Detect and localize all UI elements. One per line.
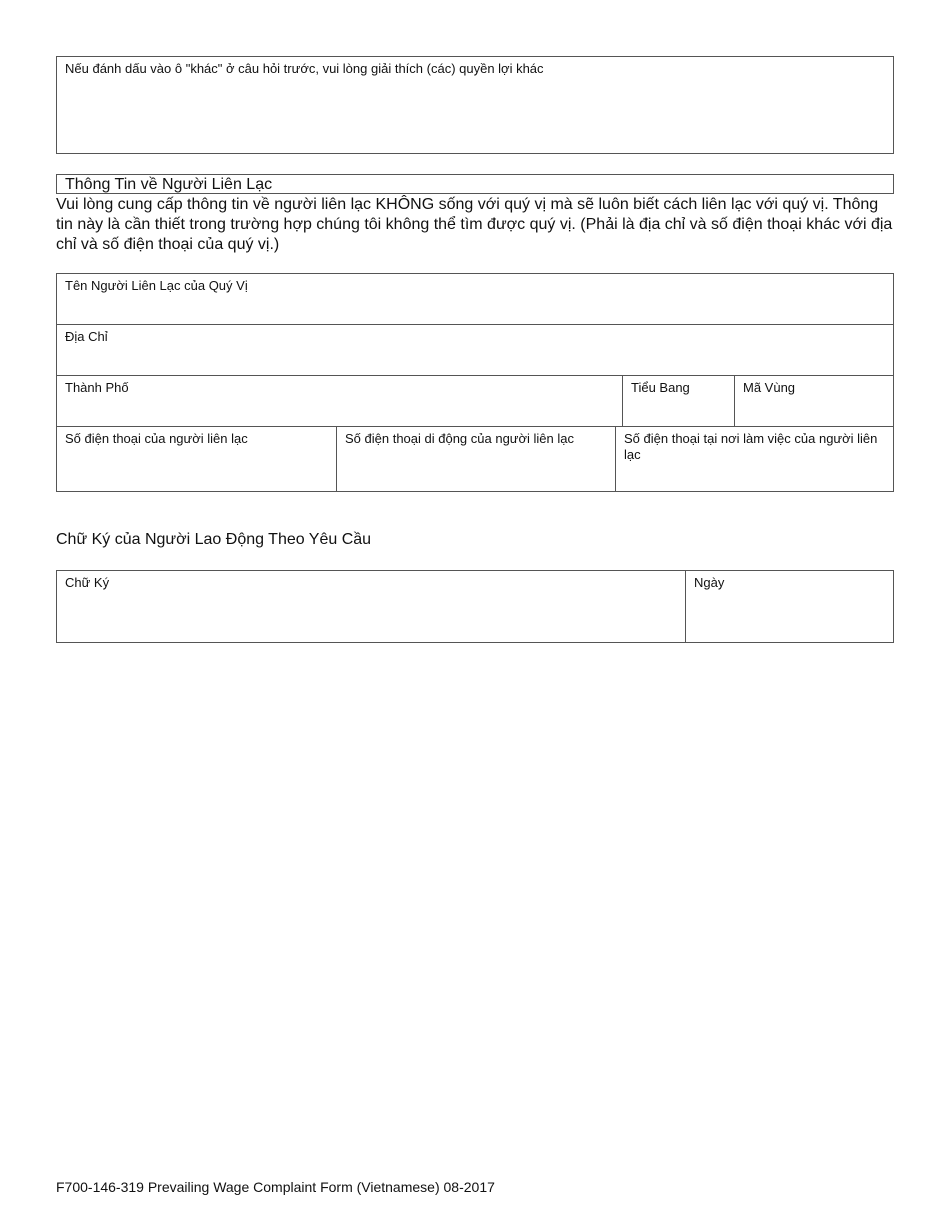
contact-address-label: Địa Chỉ: [65, 329, 108, 344]
signature-section-title: Chữ Ký của Người Lao Động Theo Yêu Cầu: [56, 531, 372, 548]
form-footer-id: F700-146-319 Prevailing Wage Complaint Form (Vietnamese) 08-2017: [56, 1179, 495, 1195]
contact-name-field[interactable]: [57, 274, 893, 325]
other-benefits-explanation-field[interactable]: [56, 56, 894, 154]
contact-state-label: Tiểu Bang: [631, 380, 690, 395]
date-field[interactable]: [685, 571, 893, 642]
contact-city-state-zip-row: [57, 376, 893, 427]
other-benefits-label: Nếu đánh dấu vào ô "khác" ở câu hỏi trước, vui lòng giải thích (các) quyền lợi khác: [65, 61, 544, 76]
contact-work-phone-label: Số điện thoại tại nơi làm việc của người liên lạc: [624, 431, 878, 462]
contact-zip-field[interactable]: [734, 376, 893, 426]
contact-section-header: Thông Tin về Người Liên Lạc: [56, 174, 894, 194]
date-label: Ngày: [694, 575, 725, 590]
contact-mobile-field[interactable]: [336, 427, 615, 491]
contact-state-field[interactable]: [622, 376, 734, 426]
contact-city-field[interactable]: [57, 376, 622, 426]
contact-phone-label: Số điện thoại của người liên lạc: [65, 431, 248, 446]
contact-zip-label: Mã Vùng: [743, 380, 796, 395]
signature-table: [56, 570, 894, 643]
contact-work-phone-field[interactable]: [615, 427, 893, 491]
signature-field[interactable]: [57, 571, 685, 642]
contact-phone-field[interactable]: [57, 427, 336, 491]
contact-mobile-label: Số điện thoại di động của người liên lạc: [345, 431, 574, 446]
contact-info-table: [56, 273, 894, 492]
contact-phones-row: [57, 427, 893, 491]
contact-city-label: Thành Phố: [65, 380, 129, 395]
signature-label: Chữ Ký: [65, 575, 110, 590]
contact-address-field[interactable]: [57, 325, 893, 376]
contact-instructions: Vui lòng cung cấp thông tin về người liên lạc KHÔNG sống với quý vị mà sẽ luôn biết cách liên lạc với quý vị. Thông tin này là cần thiết trong trường hợp chúng tôi không thể tìm được quý vị. (Phải là địa chỉ và số điện thoại khác với địa chỉ và số điện thoại của quý vị.): [56, 196, 893, 253]
contact-name-label: Tên Người Liên Lạc của Quý Vị: [65, 278, 248, 293]
